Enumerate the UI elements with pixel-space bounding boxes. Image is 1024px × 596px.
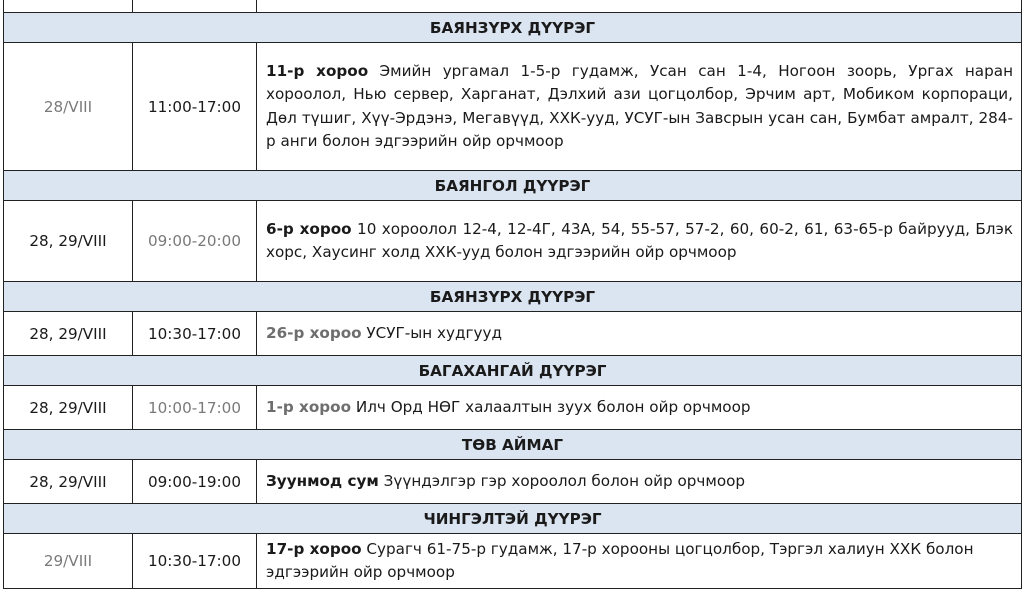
section-header-bayanzurkh-1: [4, 13, 1022, 43]
description-cell: [257, 312, 1022, 356]
table-row: [4, 534, 1022, 589]
section-header-bayanzurkh-2: [4, 282, 1022, 312]
date-cell: 29/VIII: [4, 534, 133, 589]
khoroo-label: 6-р хороо: [266, 219, 352, 238]
section-header-bagakhangai: [4, 356, 1022, 386]
description-text: Сурагч 61-75-р гудамж, 17-р хорооны цогцолбор, Тэргэл халиун ХХК болон эдгээрийн ойр орчмоор: [266, 539, 974, 581]
date-cell: 28, 29/VIII: [4, 460, 133, 504]
section-title: БАЯНГОЛ ДҮҮРЭГ: [4, 171, 1022, 201]
section-header-bayangol: [4, 171, 1022, 201]
date-cell: 28, 29/VIII: [4, 312, 133, 356]
description-text: Илч Орд НӨГ халаалтын зуух болон ойр орчмоор: [351, 397, 751, 416]
time-cell: 09:00-19:00: [133, 460, 257, 504]
khoroo-label: 17-р хороо: [266, 539, 362, 558]
section-header-tuv-aimag: [4, 430, 1022, 460]
khoroo-label: 26-р хороо: [266, 323, 362, 342]
time-cell: 10:30-17:00: [133, 312, 257, 356]
table-row: [4, 312, 1022, 356]
time-cell: 11:00-17:00: [133, 43, 257, 171]
date-cell: 28, 29/VIII: [4, 201, 133, 282]
outage-schedule-table: [3, 0, 1022, 589]
description-text: Эмийн ургамал 1-5-р гудамж, Усан сан 1-4, Ногоон зоорь, Ургах наран хороолол, Нью сервер, Харганат, Дэлхий ази цогцолбор, Эрчим арт, Мобиком корпораци, Дөл түшиг, Хүү-Эрдэнэ, Мегавүүд, ХХК-ууд, УСУГ-ын Завсрын усан сан, Бумбат амралт, 284-р анги болон эдгээрийн ойр орчмоор: [266, 61, 1013, 150]
time-cell: 10:30-17:00: [133, 534, 257, 589]
sum-label: Зуунмод сум: [266, 471, 379, 490]
section-title: БАЯНЗҮРХ ДҮҮРЭГ: [4, 282, 1022, 312]
section-header-chingeltei: [4, 504, 1022, 534]
section-title: БАЯНЗҮРХ ДҮҮРЭГ: [4, 13, 1022, 43]
table-row: [4, 43, 1022, 171]
time-cell: 09:00-20:00: [133, 201, 257, 282]
description-cell: [257, 386, 1022, 430]
time-cell: 10:00-17:00: [133, 386, 257, 430]
description-text: Зүүндэлгэр гэр хороолол болон ойр орчмоор: [378, 471, 746, 490]
description-text: УСУГ-ын худгууд: [361, 323, 502, 342]
table-row: [4, 460, 1022, 504]
description-cell: [257, 201, 1022, 282]
table-row-cropped-top: [4, 0, 1022, 13]
description-cell: [257, 534, 1022, 589]
khoroo-label: 11-р хороо: [266, 61, 369, 80]
description-cell: [257, 460, 1022, 504]
table-row: [4, 201, 1022, 282]
section-title: ТӨВ АЙМАГ: [4, 430, 1022, 460]
description-cell: [257, 43, 1022, 171]
description-text: 10 хороолол 12-4, 12-4Г, 43А, 54, 55-57, 57-2, 60, 60-2, 61, 63-65-р байрууд, Блэк хорс, Хаусинг холд ХХК-ууд болон эдгээрийн ойр орчмоор: [266, 219, 1013, 261]
section-title: ЧИНГЭЛТЭЙ ДҮҮРЭГ: [4, 504, 1022, 534]
khoroo-label: 1-р хороо: [266, 397, 351, 416]
date-cell: 28/VIII: [4, 43, 133, 171]
table-row: [4, 386, 1022, 430]
date-cell: 28, 29/VIII: [4, 386, 133, 430]
section-title: БАГАХАНГАЙ ДҮҮРЭГ: [4, 356, 1022, 386]
